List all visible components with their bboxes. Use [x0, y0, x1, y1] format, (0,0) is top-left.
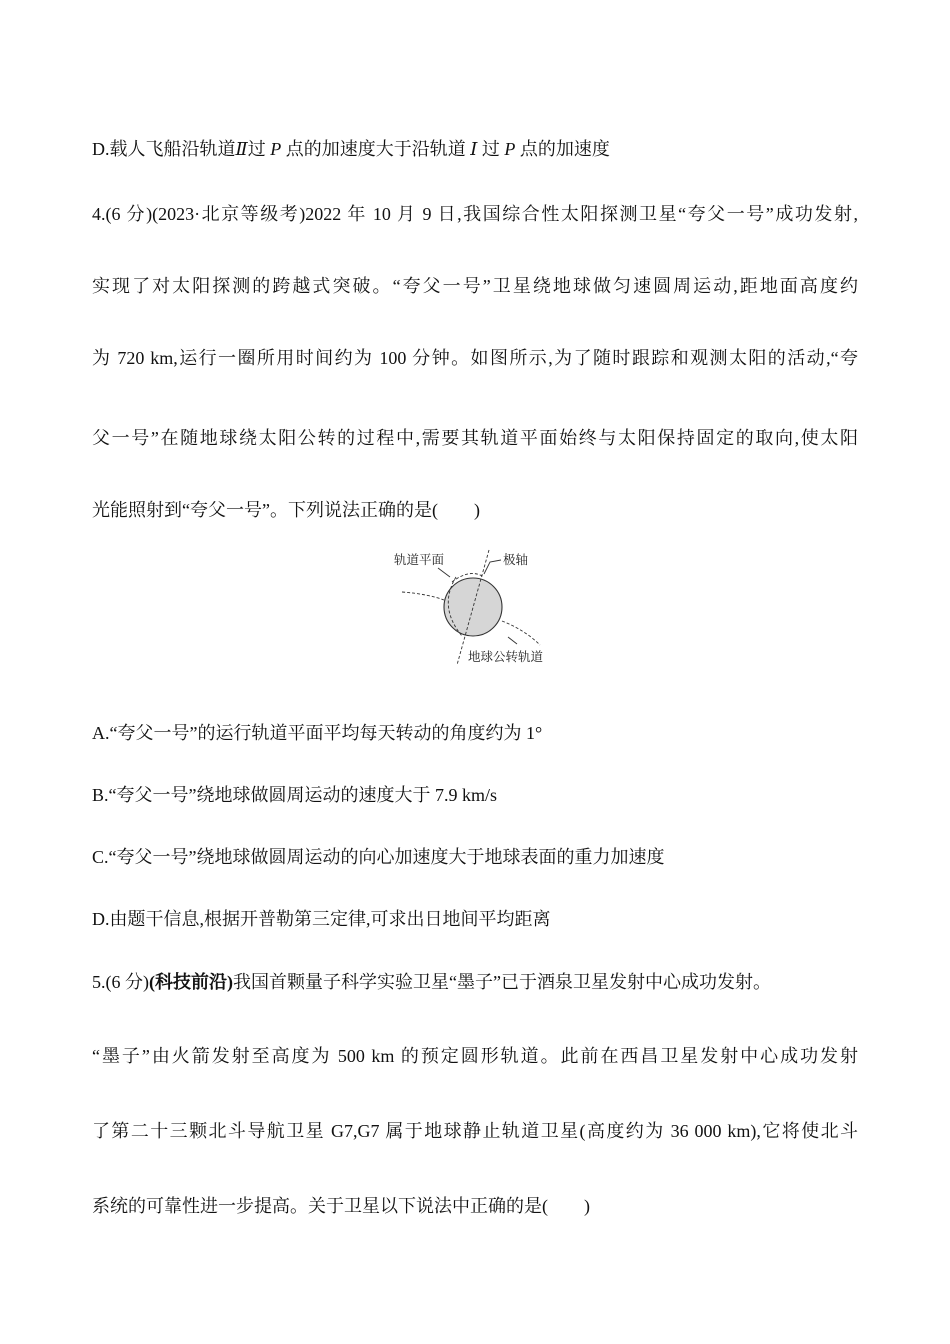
q4-option-c: C.“夸父一号”绕地球做圆周运动的向心加速度大于地球表面的重力加速度 [92, 847, 665, 867]
q4-stem-line-2: 实现了对太阳探测的跨越式突破。“夸父一号”卫星绕地球做匀速圆周运动,距地面高度约 [92, 276, 858, 296]
q5-stem-line-3: 了第二十三颗北斗导航卫星 G7,G7 属于地球静止轨道卫星(高度约为 36 000 km),它将使北斗 [92, 1121, 858, 1141]
label-earth-orbit: 地球公转轨道 [468, 649, 544, 664]
q5-topic-tag: (科技前沿) [149, 972, 233, 992]
earth-orbit-right [502, 621, 540, 645]
q4-stem-line-5: 光能照射到“夸父一号”。下列说法正确的是( ) [92, 500, 480, 520]
q3-option-d: D.载人飞船沿轨道Ⅱ过 P 点的加速度大于沿轨道 Ⅰ 过 P 点的加速度 [92, 139, 610, 159]
earth-circle [444, 578, 502, 636]
q4-stem-line-1: 4.(6 分)(2023·北京等级考)2022 年 10 月 9 日,我国综合性太阳探测卫星“夸父一号”成功发射, [92, 204, 858, 224]
earth-orbit-left [402, 592, 444, 600]
q4-stem-line-3: 为 720 km,运行一圈所用时间约为 100 分钟。如图所示,为了随时跟踪和观测太阳的活动,“夸 [92, 348, 858, 368]
label-polar-axis: 极轴 [503, 552, 529, 567]
earth-orbit-leader [508, 637, 517, 644]
q5-stem-line-1: 5.(6 分)(科技前沿)我国首颗量子科学实验卫星“墨子”已于酒泉卫星发射中心成功发射。 [92, 972, 771, 992]
q5-stem-line-4: 系统的可靠性进一步提高。关于卫星以下说法中正确的是( ) [92, 1196, 590, 1216]
q4-option-a: A.“夸父一号”的运行轨道平面平均每天转动的角度约为 1° [92, 723, 543, 743]
label-orbit-plane: 轨道平面 [394, 552, 445, 567]
orbit-diagram [380, 544, 580, 674]
q4-option-b: B.“夸父一号”绕地球做圆周运动的速度大于 7.9 km/s [92, 785, 497, 805]
q4-stem-line-4: 父一号”在随地球绕太阳公转的过程中,需要其轨道平面始终与太阳保持固定的取向,使太阳 [92, 428, 858, 448]
q5-stem-line-2: “墨子”由火箭发射至高度为 500 km 的预定圆形轨道。此前在西昌卫星发射中心成功发射 [92, 1046, 858, 1066]
orbit-plane-leader [438, 568, 450, 577]
q4-option-d: D.由题干信息,根据开普勒第三定律,可求出日地间平均距离 [92, 909, 551, 929]
polar-axis-leader [484, 560, 501, 574]
